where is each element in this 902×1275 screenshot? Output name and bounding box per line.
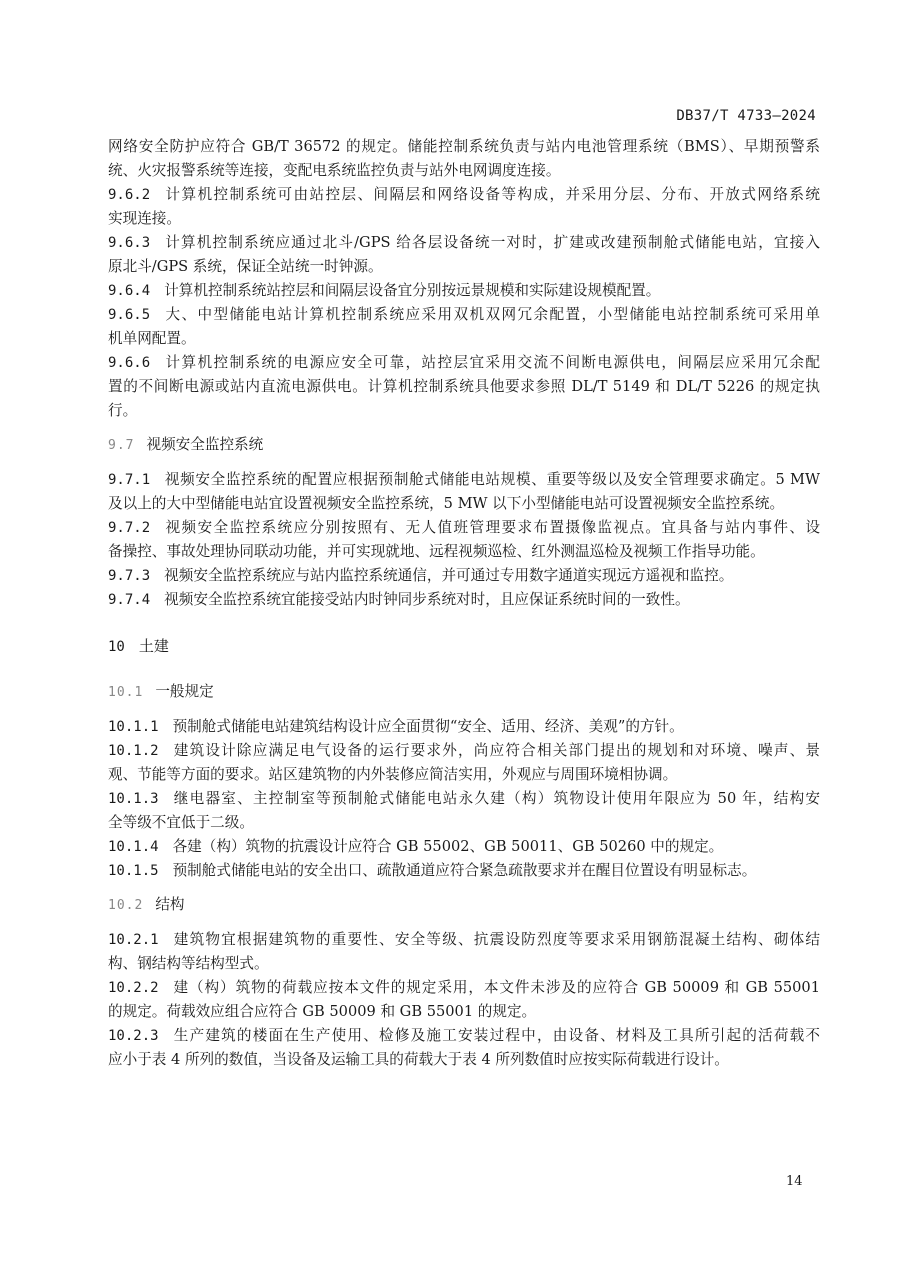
line-text: 大、中型储能电站计算机控制系统应采用双机双网冗余配置，小型储能电站控制系统可采用单: [164, 306, 820, 323]
clause-paragraph: [108, 516, 820, 564]
text-line: [108, 928, 820, 952]
text-line: [108, 835, 820, 859]
line-text: 及以上的大中型储能电站宜设置视频安全监控系统，5 MW 以下小型储能电站可设置视频安全监控系统。: [108, 495, 785, 512]
line-text: 预制舱式储能电站建筑结构设计应全面贯彻“安全、适用、经济、美观”的方针。: [172, 718, 684, 735]
text-line: [108, 231, 820, 255]
text-line: [108, 183, 820, 207]
heading-title: 土建: [138, 637, 169, 655]
text-line: [108, 540, 820, 564]
clause-number: 9.6.5: [108, 307, 151, 323]
clause-paragraph: [108, 928, 820, 976]
line-text: 行。: [108, 402, 138, 419]
clause-paragraph: [108, 715, 820, 739]
line-text: 计算机控制系统可由站控层、间隔层和网络设备等构成，并采用分层、分布、开放式网络系统: [164, 186, 820, 203]
section-heading: [108, 680, 820, 704]
line-text: 继电器室、主控制室等预制舱式储能电站永久建（构）筑物设计使用年限应为 50 年，结构安: [172, 790, 820, 807]
text-line: [108, 787, 820, 811]
document-body: [108, 135, 820, 1072]
text-line: [108, 279, 820, 303]
heading-title: 一般规定: [155, 683, 214, 700]
clause-number: 10.2.1: [108, 932, 159, 948]
line-text: 计算机控制系统应通过北斗/GPS 给各层设备统一对时，扩建或改建预制舱式储能电站，宜接入: [164, 234, 820, 251]
text-line: [108, 811, 820, 835]
text-line: [108, 1000, 820, 1024]
clause-number: 9.6.4: [108, 283, 151, 299]
text-line: [108, 588, 820, 612]
line-text: 视频安全监控系统应与站内监控系统通信，并可通过专用数字通道实现远方遥视和监控。: [164, 567, 734, 584]
text-line: [108, 976, 820, 1000]
line-text: 建筑设计除应满足电气设备的运行要求外，尚应符合相关部门提出的规划和对环境、噪声、景: [172, 742, 820, 759]
clause-number: 10.2.2: [108, 980, 159, 996]
document-code: DB37/T 4733—2024: [676, 108, 816, 124]
line-text: 视频安全监控系统的配置应根据预制舱式储能电站规模、重要等级以及安全管理要求确定。5 MW: [164, 471, 820, 488]
line-text: 计算机控制系统的电源应安全可靠，站控层宜采用交流不间断电源供电，间隔层应采用冗余配: [164, 354, 820, 371]
line-text: 计算机控制系统站控层和间隔层设备宜分别按远景规模和实际建设规模配置。: [164, 282, 661, 299]
line-text: 建（构）筑物的荷载应按本文件的规定采用，本文件未涉及的应符合 GB 50009 和 GB 55001: [172, 979, 820, 996]
clause-paragraph: [108, 231, 820, 279]
clause-number: 9.6.2: [108, 187, 151, 203]
text-line: [108, 207, 820, 231]
text-line: [108, 564, 820, 588]
clause-paragraph: [108, 135, 820, 183]
text-line: [108, 327, 820, 351]
clause-paragraph: [108, 279, 820, 303]
line-text: 建筑物宜根据建筑物的重要性、安全等级、抗震设防烈度等要求采用钢筋混凝土结构、砌体结: [172, 931, 820, 948]
clause-number: 10.1.1: [108, 719, 159, 735]
clause-number: 10.1.5: [108, 863, 159, 879]
clause-paragraph: [108, 468, 820, 516]
section-heading: [108, 433, 820, 457]
line-text: 生产建筑的楼面在生产使用、检修及施工安装过程中，由设备、材料及工具所引起的活荷载不: [172, 1027, 820, 1044]
clause-paragraph: [108, 588, 820, 612]
line-text: 置的不间断电源或站内直流电源供电。计算机控制系统具他要求参照 DL/T 5149 和 DL/T 5226 的规定执: [108, 378, 820, 395]
clause-paragraph: [108, 183, 820, 231]
text-line: [108, 159, 820, 183]
clause-paragraph: [108, 787, 820, 835]
line-text: 视频安全监控系统应分别按照有、无人值班管理要求布置摄像监视点。宜具备与站内事件、设: [164, 519, 820, 536]
text-line: [108, 516, 820, 540]
text-line: [108, 763, 820, 787]
clause-paragraph: [108, 835, 820, 859]
line-text: 实现连接。: [108, 210, 181, 227]
clause-paragraph: [108, 1024, 820, 1072]
line-text: 视频安全监控系统宜能接受站内时钟同步系统对时，且应保证系统时间的一致性。: [164, 591, 690, 608]
clause-paragraph: [108, 859, 820, 883]
line-text: 网络安全防护应符合 GB/T 36572 的规定。储能控制系统负责与站内电池管理系统（BMS）、早期预警系: [108, 138, 820, 155]
text-line: [108, 715, 820, 739]
section-heading: [108, 893, 820, 917]
line-text: 的规定。荷载效应组合应符合 GB 50009 和 GB 55001 的规定。: [108, 1003, 537, 1020]
clause-number: 9.7.3: [108, 568, 151, 584]
line-text: 构、钢结构等结构型式。: [108, 955, 269, 972]
clause-number: 9.6.6: [108, 355, 151, 371]
heading-number: 10: [108, 639, 125, 655]
line-text: 应小于表 4 所列的数值，当设备及运输工具的荷载大于表 4 所列数值时应按实际荷载进行设计。: [108, 1051, 729, 1068]
clause-paragraph: [108, 564, 820, 588]
text-line: [108, 952, 820, 976]
text-line: [108, 135, 820, 159]
line-text: 备操控、事故处理协同联动功能，并可实现就地、远程视频巡检、红外测温巡检及视频工作指导功能。: [108, 543, 765, 560]
clause-number: 10.1.2: [108, 743, 159, 759]
line-text: 预制舱式储能电站的安全出口、疏散通道应符合紧急疏散要求并在醒目位置设有明显标志。: [172, 862, 757, 879]
text-line: [108, 1048, 820, 1072]
clause-paragraph: [108, 351, 820, 423]
clause-number: 10.2.3: [108, 1028, 159, 1044]
text-line: [108, 351, 820, 375]
text-line: [108, 739, 820, 763]
line-text: 各建（构）筑物的抗震设计应符合 GB 55002、GB 50011、GB 50260 中的规定。: [172, 838, 724, 855]
text-line: [108, 1024, 820, 1048]
heading-title: 视频安全监控系统: [146, 436, 264, 453]
line-text: 统、火灾报警系统等连接，变配电系统监控负责与站外电网调度连接。: [108, 162, 561, 179]
clause-paragraph: [108, 303, 820, 351]
clause-number: 9.7.4: [108, 592, 151, 608]
text-line: [108, 255, 820, 279]
heading-number: 10.2: [108, 898, 144, 913]
heading-number: 9.7: [108, 438, 135, 453]
line-text: 机单网配置。: [108, 330, 196, 347]
clause-number: 9.7.1: [108, 472, 151, 488]
page-number: 14: [786, 1174, 803, 1189]
line-text: 全等级不宜低于二级。: [108, 814, 254, 831]
text-line: [108, 859, 820, 883]
text-line: [108, 399, 820, 423]
text-line: [108, 492, 820, 516]
clause-number: 10.1.4: [108, 839, 159, 855]
clause-number: 10.1.3: [108, 791, 159, 807]
chapter-heading: [108, 634, 820, 658]
text-line: [108, 303, 820, 327]
clause-number: 9.6.3: [108, 235, 151, 251]
clause-paragraph: [108, 739, 820, 787]
clause-paragraph: [108, 976, 820, 1024]
heading-title: 结构: [155, 896, 185, 913]
line-text: 原北斗/GPS 系统，保证全站统一时钟源。: [108, 258, 383, 275]
text-line: [108, 468, 820, 492]
text-line: [108, 375, 820, 399]
heading-number: 10.1: [108, 685, 144, 700]
line-text: 观、节能等方面的要求。站区建筑物的内外装修应简洁实用，外观应与周围环境相协调。: [108, 766, 678, 783]
clause-number: 9.7.2: [108, 520, 151, 536]
